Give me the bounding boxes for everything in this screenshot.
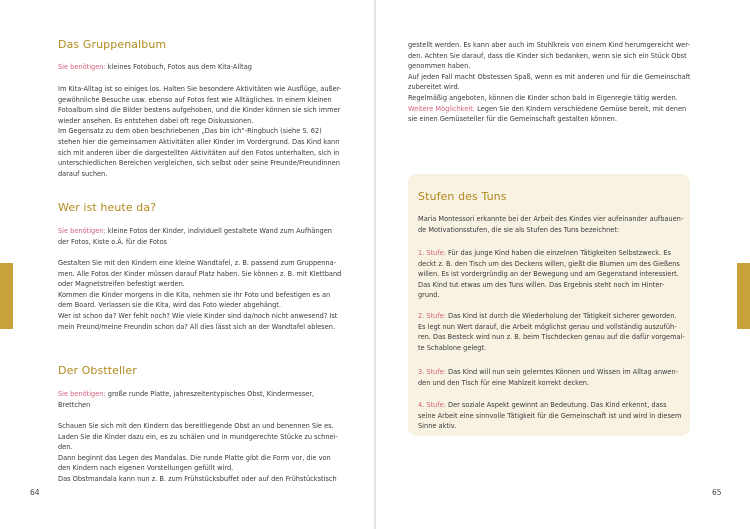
stage-label: 2. Stufe:: [418, 312, 446, 320]
body-line: darauf suchen.: [58, 169, 108, 178]
more-line: [408, 104, 708, 115]
more-text: Legen Sie den Kindern verschiedene Gemüse bereit, mit denen: [475, 104, 687, 113]
gruppenalbum-body: [58, 84, 358, 179]
more-label: Weitere Möglichkeit:: [408, 104, 476, 113]
stage-label: 1. Stufe:: [418, 249, 446, 257]
stage-1: [418, 248, 686, 301]
needs-text: kleine Fotos der Kinder, individuell gestaltete Wand zum Aufhängen: [105, 227, 332, 235]
body-line: unterschiedlichen Bereichen vergleichen, sich selbst oder seine Freunde/Freundinnen: [58, 159, 340, 168]
needs-text: große runde Platte, jahreszeitentypisches Obst, Kindermesser,: [105, 390, 315, 398]
body-line: Fotoalbum sind die Bilder bestens aufgehoben, und die Kinder können sie sich immer: [58, 106, 341, 115]
stage-line: ren. Das Besteck wird nun z. B. beim Tischdecken genau auf die dafür vorgemal-: [418, 333, 685, 342]
body-line: genommen haben.: [408, 62, 471, 71]
body-line: Gestalten Sie mit den Kindern eine kleine Wandtafel, z. B. passend zum Gruppenna-: [58, 259, 337, 267]
needs-line-2: der Fotos, Kiste o.Ä. für die Fotos: [58, 237, 167, 246]
body-line: Schauen Sie sich mit den Kindern das bereitliegende Obst an und benennen Sie es.: [58, 422, 334, 430]
needs-line: [58, 62, 252, 73]
needs-line: [58, 389, 358, 400]
body-line: Wer ist schon da? Wer fehlt noch? Wie viele Kinder sind da/noch nicht anwesend? Ist: [58, 311, 338, 320]
stage-line: Das Kind tut etwas um des Tuns willen. Das Ergebnis steht noch im Hinter-: [418, 280, 665, 289]
body-line: Auf jeden Fall macht Obstessen Spaß, wenn es mit anderen und für die Gemeinschaft: [408, 72, 691, 81]
wer-ist-heute-da-body: [58, 258, 358, 332]
page-number-right: 65: [712, 488, 722, 497]
body-line: Regelmäßig angeboten, können die Kinder schon bald in Eigenregie tätig werden.: [408, 93, 678, 102]
needs-label: Sie benötigen:: [58, 390, 106, 398]
stage-line: te Schablone gelegt.: [418, 343, 487, 352]
body-line: gestellt werden. Es kann aber auch im Stuhlkreis von einem Kind herumgereicht wer-: [408, 41, 690, 49]
body-line: Kommen die Kinder morgens in die Kita, nehmen sie ihr Foto und befestigen es an: [58, 290, 331, 299]
needs-text: kleines Fotobuch, Fotos aus dem Kita-Alltag: [105, 63, 252, 71]
body-line: gewöhnliche Besuche usw. ebenso auf Fotos fest wie Alltägliches. In einem kleinen: [58, 95, 332, 104]
stage-text: Der soziale Aspekt gewinnt an Bedeutung. Das Kind erkennt, dass: [445, 401, 667, 409]
chapter-tab-left: [0, 263, 13, 329]
stage-line: Es legt nun Wert darauf, die Arbeit möglichst genau und vollständig auszufüh-: [418, 322, 677, 331]
box-title: Stufen des Tuns: [418, 190, 507, 203]
needs-block: [58, 226, 358, 247]
stage-2: [418, 311, 686, 353]
stage-text: Für das junge Kind haben die einzelnen Tätigkeiten Selbstzweck. Es: [445, 249, 671, 257]
section-title-wer-ist-heute-da: Wer ist heute da?: [58, 201, 157, 214]
left-page: [0, 0, 374, 529]
body-line: den.: [58, 443, 73, 452]
stage-line: deckt z. B. den Tisch um des Deckens willen, gießt die Blumen um des Gießens: [418, 259, 680, 268]
right-page: [376, 0, 750, 529]
stage-first-line: [418, 367, 686, 378]
body-line: men. Alle Fotos der Kinder müssen darauf Platz haben. Sie können z. B. mit Klettband: [58, 269, 342, 278]
body-line: wieder ansehen. Es entstehen dabei oft rege Diskussionen.: [58, 116, 254, 125]
body-line: sich mit anderen über die dargestellten Aktivitäten auf den Fotos unterhalten, sich in: [58, 148, 340, 157]
stage-first-line: [418, 248, 686, 259]
stage-first-line: [418, 400, 686, 411]
box-intro: [418, 214, 686, 235]
stage-label: 4. Stufe:: [418, 401, 446, 409]
needs-line-2: Brettchen: [58, 400, 91, 409]
needs-label: Sie benötigen:: [58, 227, 106, 235]
body-line: Das Obstmandala kann nun z. B. zum Frühstücksbuffet oder auf den Frühstückstisch: [58, 474, 337, 483]
needs-block: [58, 389, 358, 410]
stage-text: Das Kind ist durch die Wiederholung der Tätigkeit sicherer geworden.: [445, 312, 677, 320]
body-line: dem Board. Verlassen sie die Kita, wird das Foto wieder abgehängt.: [58, 301, 281, 310]
stage-line: den und den Tisch für eine Mahlzeit korrekt decken.: [418, 378, 590, 387]
body-line: Dann beginnt das Legen des Mandalas. Die runde Platte gibt die Form vor, die von: [58, 453, 331, 462]
stage-line: grund.: [418, 291, 440, 300]
body-line: Im Gegensatz zu dem oben beschriebenen „Das bin ich“-Ringbuch (siehe S. 62): [58, 127, 322, 136]
stage-label: 3. Stufe:: [418, 368, 446, 376]
stage-3: [418, 367, 686, 388]
section-title-obstteller: Der Obstteller: [58, 364, 137, 377]
stage-line: willen. Es ist vordergründig an der Bewegung und am Gegenstand interessiert.: [418, 270, 679, 279]
body-line: mein Freund/meine Freundin schon da? All dies lässt sich an der Wandtafel ablesen.: [58, 322, 336, 331]
info-box-stufen: [408, 174, 690, 436]
needs-label: Sie benötigen:: [58, 63, 106, 71]
stage-line: Sinne aktiv.: [418, 422, 457, 431]
section-title-gruppenalbum: Das Gruppenalbum: [58, 38, 167, 51]
body-line: den Kindern nach eigenen Vorstellungen gefüllt wird.: [58, 464, 234, 473]
body-line: den. Achten Sie darauf, dass die Kinder sich bedanken, wenn sie sich ein Stück Obst: [408, 51, 687, 60]
stage-line: seine Arbeit eine sinnvolle Tätigkeit für die Gemeinschaft ist und wird in diesem: [418, 411, 682, 420]
body-line: zubereitet wird.: [408, 83, 460, 92]
needs-line: [58, 226, 358, 237]
obstteller-body: [58, 421, 358, 485]
body-line: oder Magnetstreifen befestigt werden.: [58, 280, 185, 289]
body-line: Laden Sie die Kinder dazu ein, es zu schälen und in mundgerechte Stücke zu schnei-: [58, 432, 338, 441]
stage-4: [418, 400, 686, 432]
intro-line: Maria Montessori erkannte bei der Arbeit des Kindes vier aufeinander aufbauen-: [418, 215, 684, 223]
page-number-left: 64: [30, 488, 40, 497]
more-line-2: sie einen Gemüseteller für die Gemeinschaft gestalten können.: [408, 115, 617, 124]
stage-first-line: [418, 311, 686, 322]
obstteller-continued: [408, 40, 708, 125]
body-line: Im Kita-Alltag ist so einiges los. Halten Sie besondere Aktivitäten wie Ausflüge, außer-: [58, 85, 342, 93]
intro-line: de Motivationsstufen, die sie als Stufen des Tuns bezeichnet:: [418, 225, 620, 234]
stage-text: Das Kind will nun sein gelerntes Können und Wissen im Alltag anwen-: [445, 368, 679, 376]
chapter-tab-right: [737, 263, 750, 329]
body-line: stehen hier die gemeinsamen Aktivitäten aller Kinder im Vordergrund. Das Kind kann: [58, 137, 340, 146]
